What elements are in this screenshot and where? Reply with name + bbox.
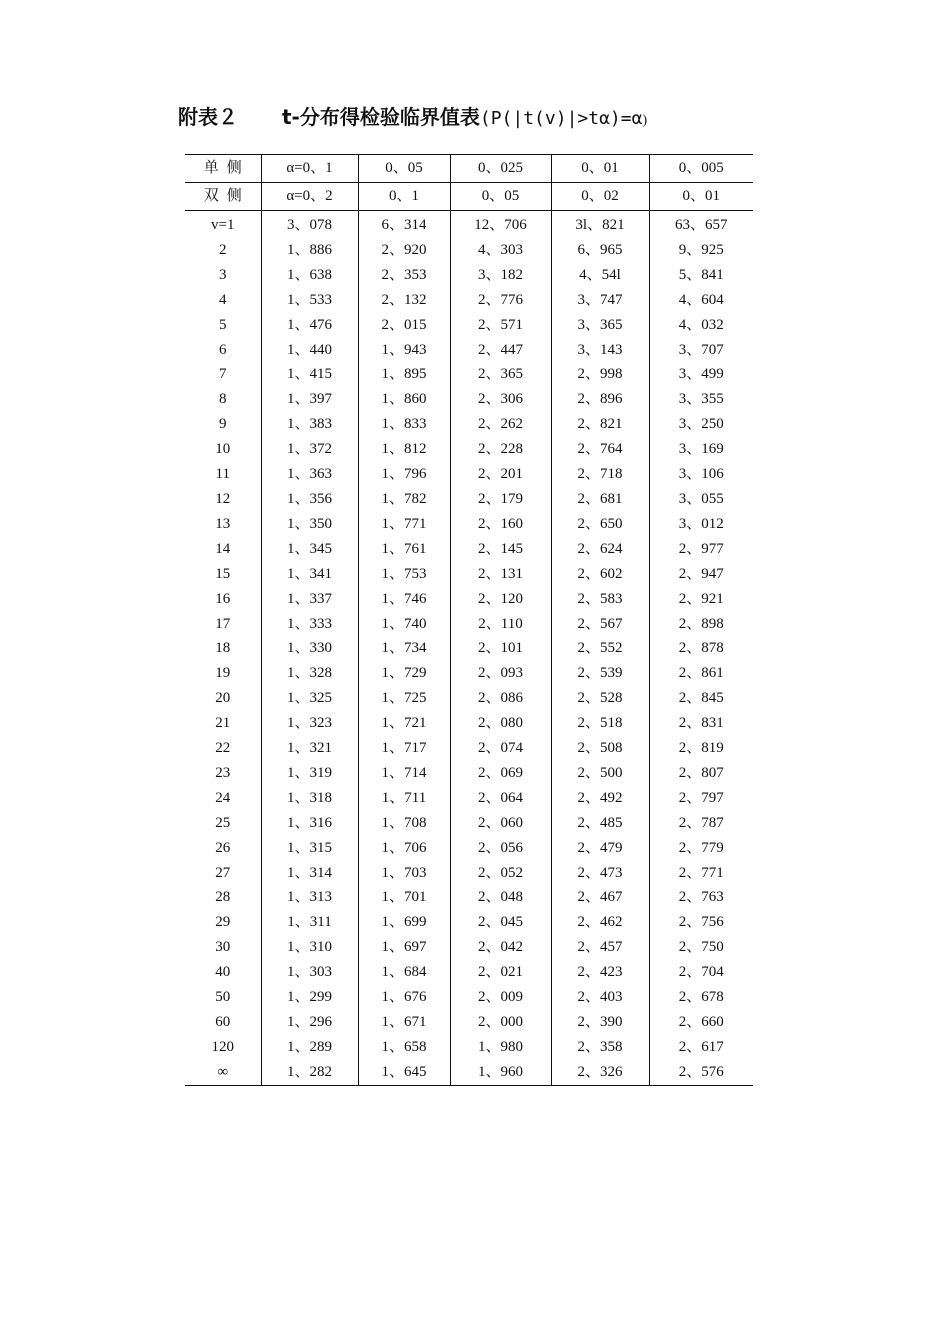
- critical-value-cell: 2、042: [450, 935, 551, 960]
- critical-value-cell: 1、323: [261, 711, 358, 736]
- degrees-of-freedom-cell: 24: [215, 789, 231, 806]
- critical-value-cell: 2、403: [551, 985, 649, 1010]
- table-row: [185, 1010, 753, 1035]
- critical-value-cell: 3l、821: [551, 211, 649, 238]
- critical-value-cell: 3、182: [450, 263, 551, 288]
- degrees-of-freedom-cell: 22: [215, 740, 231, 757]
- critical-value-cell: 1、328: [261, 661, 358, 686]
- critical-value-cell: 2、583: [551, 587, 649, 612]
- table-body: [185, 211, 753, 1086]
- critical-value-cell: 2、492: [551, 786, 649, 811]
- table-row: [185, 537, 753, 562]
- critical-value-cell: 12、706: [450, 211, 551, 238]
- critical-value-cell: 2、797: [649, 786, 753, 811]
- critical-value-cell: 1、729: [358, 661, 450, 686]
- critical-value-cell: 6、314: [358, 211, 450, 238]
- critical-value-cell: 3、747: [551, 288, 649, 313]
- degrees-of-freedom-cell: 11: [215, 466, 230, 483]
- critical-value-cell: 1、363: [261, 462, 358, 487]
- table-row: [185, 935, 753, 960]
- degrees-of-freedom-cell: 21: [215, 715, 231, 732]
- table-row: [185, 238, 753, 263]
- degrees-of-freedom-cell: 15: [215, 565, 231, 582]
- degrees-of-freedom-cell: 10: [215, 441, 231, 458]
- critical-value-cell: 1、717: [358, 736, 450, 761]
- critical-value-cell: 1、753: [358, 562, 450, 587]
- critical-value-cell: 1、341: [261, 562, 358, 587]
- critical-value-cell: 2、779: [649, 836, 753, 861]
- header-cell: α=0、2: [261, 183, 358, 211]
- critical-value-cell: 2、624: [551, 537, 649, 562]
- degrees-of-freedom-cell: 120: [211, 1038, 234, 1055]
- critical-value-cell: 2、228: [450, 437, 551, 462]
- critical-value-cell: 1、721: [358, 711, 450, 736]
- critical-value-cell: 2、947: [649, 562, 753, 587]
- critical-value-cell: 1、303: [261, 960, 358, 985]
- critical-value-cell: 2、750: [649, 935, 753, 960]
- critical-value-cell: 1、886: [261, 238, 358, 263]
- critical-value-cell: 2、064: [450, 786, 551, 811]
- critical-value-cell: 1、711: [358, 786, 450, 811]
- degrees-of-freedom-cell: 2: [219, 241, 227, 258]
- two-sided-label: 双侧: [185, 183, 261, 211]
- table-row: [185, 736, 753, 761]
- critical-value-cell: 2、998: [551, 362, 649, 387]
- t-distribution-table: [185, 154, 753, 1086]
- table-row: [185, 211, 753, 238]
- critical-value-cell: 1、796: [358, 462, 450, 487]
- table-row: [185, 1060, 753, 1085]
- critical-value-cell: 1、318: [261, 786, 358, 811]
- critical-value-cell: 1、316: [261, 811, 358, 836]
- critical-value-cell: 2、365: [450, 362, 551, 387]
- critical-value-cell: 3、365: [551, 313, 649, 338]
- critical-value-cell: 3、250: [649, 412, 753, 437]
- degrees-of-freedom-cell: 29: [215, 914, 231, 931]
- critical-value-cell: 2、045: [450, 910, 551, 935]
- critical-value-cell: 2、131: [450, 562, 551, 587]
- critical-value-cell: 1、725: [358, 686, 450, 711]
- table-row: [185, 661, 753, 686]
- critical-value-cell: 2、763: [649, 885, 753, 910]
- critical-value-cell: 4、303: [450, 238, 551, 263]
- critical-value-cell: 2、571: [450, 313, 551, 338]
- critical-value-cell: 2、009: [450, 985, 551, 1010]
- critical-value-cell: 4、032: [649, 313, 753, 338]
- critical-value-cell: 2、896: [551, 387, 649, 412]
- critical-value-cell: 3、055: [649, 487, 753, 512]
- critical-value-cell: 2、479: [551, 836, 649, 861]
- critical-value-cell: 3、078: [261, 211, 358, 238]
- table-header: [185, 155, 753, 211]
- caption-tail: ): [642, 113, 648, 128]
- critical-value-cell: 3、499: [649, 362, 753, 387]
- critical-value-cell: 1、383: [261, 412, 358, 437]
- critical-value-cell: 1、714: [358, 761, 450, 786]
- critical-value-cell: 2、898: [649, 612, 753, 637]
- critical-value-cell: 2、390: [551, 1010, 649, 1035]
- header-cell: 0、1: [358, 183, 450, 211]
- critical-value-cell: 2、326: [551, 1060, 649, 1085]
- critical-value-cell: 3、106: [649, 462, 753, 487]
- critical-value-cell: 2、160: [450, 512, 551, 537]
- critical-value-cell: 2、681: [551, 487, 649, 512]
- critical-value-cell: 5、841: [649, 263, 753, 288]
- critical-value-cell: 2、021: [450, 960, 551, 985]
- critical-value-cell: 2、101: [450, 636, 551, 661]
- critical-value-cell: 2、528: [551, 686, 649, 711]
- table-row: [185, 338, 753, 363]
- critical-value-cell: 2、052: [450, 861, 551, 886]
- degrees-of-freedom-cell: 50: [215, 989, 231, 1006]
- critical-value-cell: 2、069: [450, 761, 551, 786]
- critical-value-cell: 2、861: [649, 661, 753, 686]
- critical-value-cell: 1、833: [358, 412, 450, 437]
- critical-value-cell: 1、782: [358, 487, 450, 512]
- critical-value-cell: 2、080: [450, 711, 551, 736]
- critical-value-cell: 2、353: [358, 263, 450, 288]
- critical-value-cell: 1、761: [358, 537, 450, 562]
- critical-value-cell: 2、567: [551, 612, 649, 637]
- critical-value-cell: 2、678: [649, 985, 753, 1010]
- critical-value-cell: 2、485: [551, 811, 649, 836]
- critical-value-cell: 2、552: [551, 636, 649, 661]
- critical-value-cell: 2、787: [649, 811, 753, 836]
- critical-value-cell: 1、314: [261, 861, 358, 886]
- critical-value-cell: 2、704: [649, 960, 753, 985]
- critical-value-cell: 1、895: [358, 362, 450, 387]
- critical-value-cell: 2、617: [649, 1035, 753, 1060]
- header-cell: 0、025: [450, 155, 551, 183]
- critical-value-cell: 1、645: [358, 1060, 450, 1085]
- table-row: [185, 711, 753, 736]
- table-row: [185, 761, 753, 786]
- degrees-of-freedom-cell: 17: [215, 615, 231, 632]
- degrees-of-freedom-cell: 27: [215, 864, 231, 881]
- critical-value-cell: 2、145: [450, 537, 551, 562]
- header-cell: α=0、1: [261, 155, 358, 183]
- critical-value-cell: 1、296: [261, 1010, 358, 1035]
- critical-value-cell: 1、860: [358, 387, 450, 412]
- critical-value-cell: 2、819: [649, 736, 753, 761]
- header-cell: 0、02: [551, 183, 649, 211]
- critical-value-cell: 2、358: [551, 1035, 649, 1060]
- one-sided-label: 单侧: [185, 155, 261, 183]
- critical-value-cell: 1、315: [261, 836, 358, 861]
- critical-value-cell: 2、518: [551, 711, 649, 736]
- critical-value-cell: 2、650: [551, 512, 649, 537]
- critical-value-cell: 2、262: [450, 412, 551, 437]
- table-row: [185, 960, 753, 985]
- critical-value-cell: 63、657: [649, 211, 753, 238]
- critical-value-cell: 2、179: [450, 487, 551, 512]
- critical-value-cell: 4、604: [649, 288, 753, 313]
- critical-value-cell: 2、831: [649, 711, 753, 736]
- critical-value-cell: 1、356: [261, 487, 358, 512]
- critical-value-cell: 2、977: [649, 537, 753, 562]
- critical-value-cell: 1、734: [358, 636, 450, 661]
- critical-value-cell: 2、048: [450, 885, 551, 910]
- critical-value-cell: 1、658: [358, 1035, 450, 1060]
- table-number-label: 附表２: [178, 105, 238, 129]
- critical-value-cell: 1、746: [358, 587, 450, 612]
- critical-value-cell: 2、764: [551, 437, 649, 462]
- critical-value-cell: 2、120: [450, 587, 551, 612]
- critical-value-cell: 2、845: [649, 686, 753, 711]
- critical-value-cell: 1、321: [261, 736, 358, 761]
- table-caption: [282, 105, 642, 129]
- critical-value-cell: 2、807: [649, 761, 753, 786]
- critical-value-cell: 1、440: [261, 338, 358, 363]
- critical-value-cell: 6、965: [551, 238, 649, 263]
- critical-value-cell: 1、812: [358, 437, 450, 462]
- degrees-of-freedom-cell: 25: [215, 814, 231, 831]
- critical-value-cell: 1、701: [358, 885, 450, 910]
- table-row: [185, 412, 753, 437]
- critical-value-cell: 2、306: [450, 387, 551, 412]
- critical-value-cell: 1、980: [450, 1035, 551, 1060]
- table-row: [185, 636, 753, 661]
- degrees-of-freedom-cell: 8: [219, 391, 227, 408]
- critical-value-cell: 1、415: [261, 362, 358, 387]
- degrees-of-freedom-cell: 26: [215, 839, 231, 856]
- critical-value-cell: 2、423: [551, 960, 649, 985]
- table-row: [185, 362, 753, 387]
- degrees-of-freedom-cell: 12: [215, 490, 231, 507]
- critical-value-cell: 1、345: [261, 537, 358, 562]
- critical-value-cell: 2、821: [551, 412, 649, 437]
- header-row-two-sided: [185, 183, 753, 211]
- header-cell: 0、05: [358, 155, 450, 183]
- header-cell: 0、01: [649, 183, 753, 211]
- critical-value-cell: 1、299: [261, 985, 358, 1010]
- critical-value-cell: 1、684: [358, 960, 450, 985]
- critical-value-cell: 1、960: [450, 1060, 551, 1085]
- critical-value-cell: 1、740: [358, 612, 450, 637]
- degrees-of-freedom-cell: 7: [219, 366, 227, 383]
- critical-value-cell: 1、289: [261, 1035, 358, 1060]
- critical-value-cell: 1、533: [261, 288, 358, 313]
- critical-value-cell: 1、708: [358, 811, 450, 836]
- table-row: [185, 910, 753, 935]
- critical-value-cell: 1、319: [261, 761, 358, 786]
- page-title: [178, 102, 647, 132]
- table-row: [185, 437, 753, 462]
- critical-value-cell: 2、060: [450, 811, 551, 836]
- critical-value-cell: 1、397: [261, 387, 358, 412]
- critical-value-cell: 4、54l: [551, 263, 649, 288]
- table-row: [185, 263, 753, 288]
- critical-value-cell: 1、676: [358, 985, 450, 1010]
- critical-value-cell: 1、310: [261, 935, 358, 960]
- critical-value-cell: 1、313: [261, 885, 358, 910]
- critical-value-cell: 2、602: [551, 562, 649, 587]
- header-cell: 0、05: [450, 183, 551, 211]
- critical-value-cell: 2、110: [450, 612, 551, 637]
- critical-value-cell: 1、671: [358, 1010, 450, 1035]
- critical-value-cell: 1、706: [358, 836, 450, 861]
- table-row: [185, 786, 753, 811]
- table-row: [185, 462, 753, 487]
- critical-value-cell: 1、325: [261, 686, 358, 711]
- table-row: [185, 811, 753, 836]
- critical-value-cell: 2、462: [551, 910, 649, 935]
- critical-value-cell: 9、925: [649, 238, 753, 263]
- degrees-of-freedom-cell: 28: [215, 889, 231, 906]
- critical-value-cell: 2、921: [649, 587, 753, 612]
- critical-value-cell: 2、473: [551, 861, 649, 886]
- critical-value-cell: 1、697: [358, 935, 450, 960]
- degrees-of-freedom-cell: v=1: [211, 217, 235, 233]
- critical-value-cell: 2、201: [450, 462, 551, 487]
- header-row-one-sided: [185, 155, 753, 183]
- critical-value-cell: 2、132: [358, 288, 450, 313]
- header-cell: 0、01: [551, 155, 649, 183]
- critical-value-cell: 1、350: [261, 512, 358, 537]
- degrees-of-freedom-cell: ∞: [185, 1060, 261, 1085]
- table-row: [185, 612, 753, 637]
- table-row: [185, 587, 753, 612]
- table-row: [185, 487, 753, 512]
- table-row: [185, 861, 753, 886]
- degrees-of-freedom-cell: 14: [215, 540, 231, 557]
- degrees-of-freedom-cell: 4: [219, 291, 227, 308]
- critical-value-cell: 2、576: [649, 1060, 753, 1085]
- critical-value-cell: 3、143: [551, 338, 649, 363]
- critical-value-cell: 1、771: [358, 512, 450, 537]
- critical-value-cell: 1、638: [261, 263, 358, 288]
- caption-text: t-分布得检验临界值表: [282, 105, 480, 129]
- critical-value-cell: 2、660: [649, 1010, 753, 1035]
- degrees-of-freedom-cell: 40: [215, 964, 231, 981]
- table-row: [185, 686, 753, 711]
- table-row: [185, 885, 753, 910]
- critical-value-cell: 2、920: [358, 238, 450, 263]
- table-row: [185, 836, 753, 861]
- degrees-of-freedom-cell: 3: [219, 266, 227, 283]
- degrees-of-freedom-cell: 13: [215, 515, 231, 532]
- degrees-of-freedom-cell: 18: [215, 640, 231, 657]
- critical-value-cell: 2、771: [649, 861, 753, 886]
- caption-formula: (P(|t(v)|>tα)=α: [479, 108, 643, 129]
- degrees-of-freedom-cell: 23: [215, 764, 231, 781]
- critical-value-cell: 2、447: [450, 338, 551, 363]
- critical-value-cell: 1、330: [261, 636, 358, 661]
- critical-value-cell: 2、000: [450, 1010, 551, 1035]
- degrees-of-freedom-cell: 6: [219, 341, 227, 358]
- critical-value-cell: 3、707: [649, 338, 753, 363]
- header-cell: 0、005: [649, 155, 753, 183]
- critical-value-cell: 2、467: [551, 885, 649, 910]
- table-row: [185, 985, 753, 1010]
- critical-value-cell: 3、012: [649, 512, 753, 537]
- degrees-of-freedom-cell: 60: [215, 1014, 231, 1030]
- table-row: [185, 562, 753, 587]
- critical-value-cell: 2、776: [450, 288, 551, 313]
- critical-value-cell: 2、457: [551, 935, 649, 960]
- critical-value-cell: 1、337: [261, 587, 358, 612]
- critical-value-cell: 2、508: [551, 736, 649, 761]
- critical-value-cell: 2、086: [450, 686, 551, 711]
- degrees-of-freedom-cell: 16: [215, 590, 231, 607]
- table-row: [185, 288, 753, 313]
- critical-value-cell: 2、074: [450, 736, 551, 761]
- critical-value-cell: 3、355: [649, 387, 753, 412]
- critical-value-cell: 2、878: [649, 636, 753, 661]
- critical-value-cell: 3、169: [649, 437, 753, 462]
- degrees-of-freedom-cell: 20: [215, 690, 231, 707]
- critical-value-cell: 2、015: [358, 313, 450, 338]
- critical-value-cell: 1、333: [261, 612, 358, 637]
- critical-value-cell: 2、093: [450, 661, 551, 686]
- table-row: [185, 387, 753, 412]
- critical-value-cell: 2、500: [551, 761, 649, 786]
- table-row: [185, 313, 753, 338]
- critical-value-cell: 1、282: [261, 1060, 358, 1085]
- degrees-of-freedom-cell: 9: [219, 416, 227, 433]
- critical-value-cell: 2、539: [551, 661, 649, 686]
- critical-value-cell: 1、476: [261, 313, 358, 338]
- critical-value-cell: 2、756: [649, 910, 753, 935]
- critical-value-cell: 2、718: [551, 462, 649, 487]
- critical-value-cell: 1、943: [358, 338, 450, 363]
- critical-value-cell: 1、699: [358, 910, 450, 935]
- critical-value-cell: 2、056: [450, 836, 551, 861]
- table-row: [185, 512, 753, 537]
- degrees-of-freedom-cell: 5: [219, 316, 227, 333]
- degrees-of-freedom-cell: 19: [215, 665, 231, 682]
- critical-value-cell: 1、311: [261, 910, 358, 935]
- critical-value-cell: 1、372: [261, 437, 358, 462]
- critical-value-cell: 1、703: [358, 861, 450, 886]
- table-row: [185, 1035, 753, 1060]
- degrees-of-freedom-cell: 30: [215, 939, 231, 956]
